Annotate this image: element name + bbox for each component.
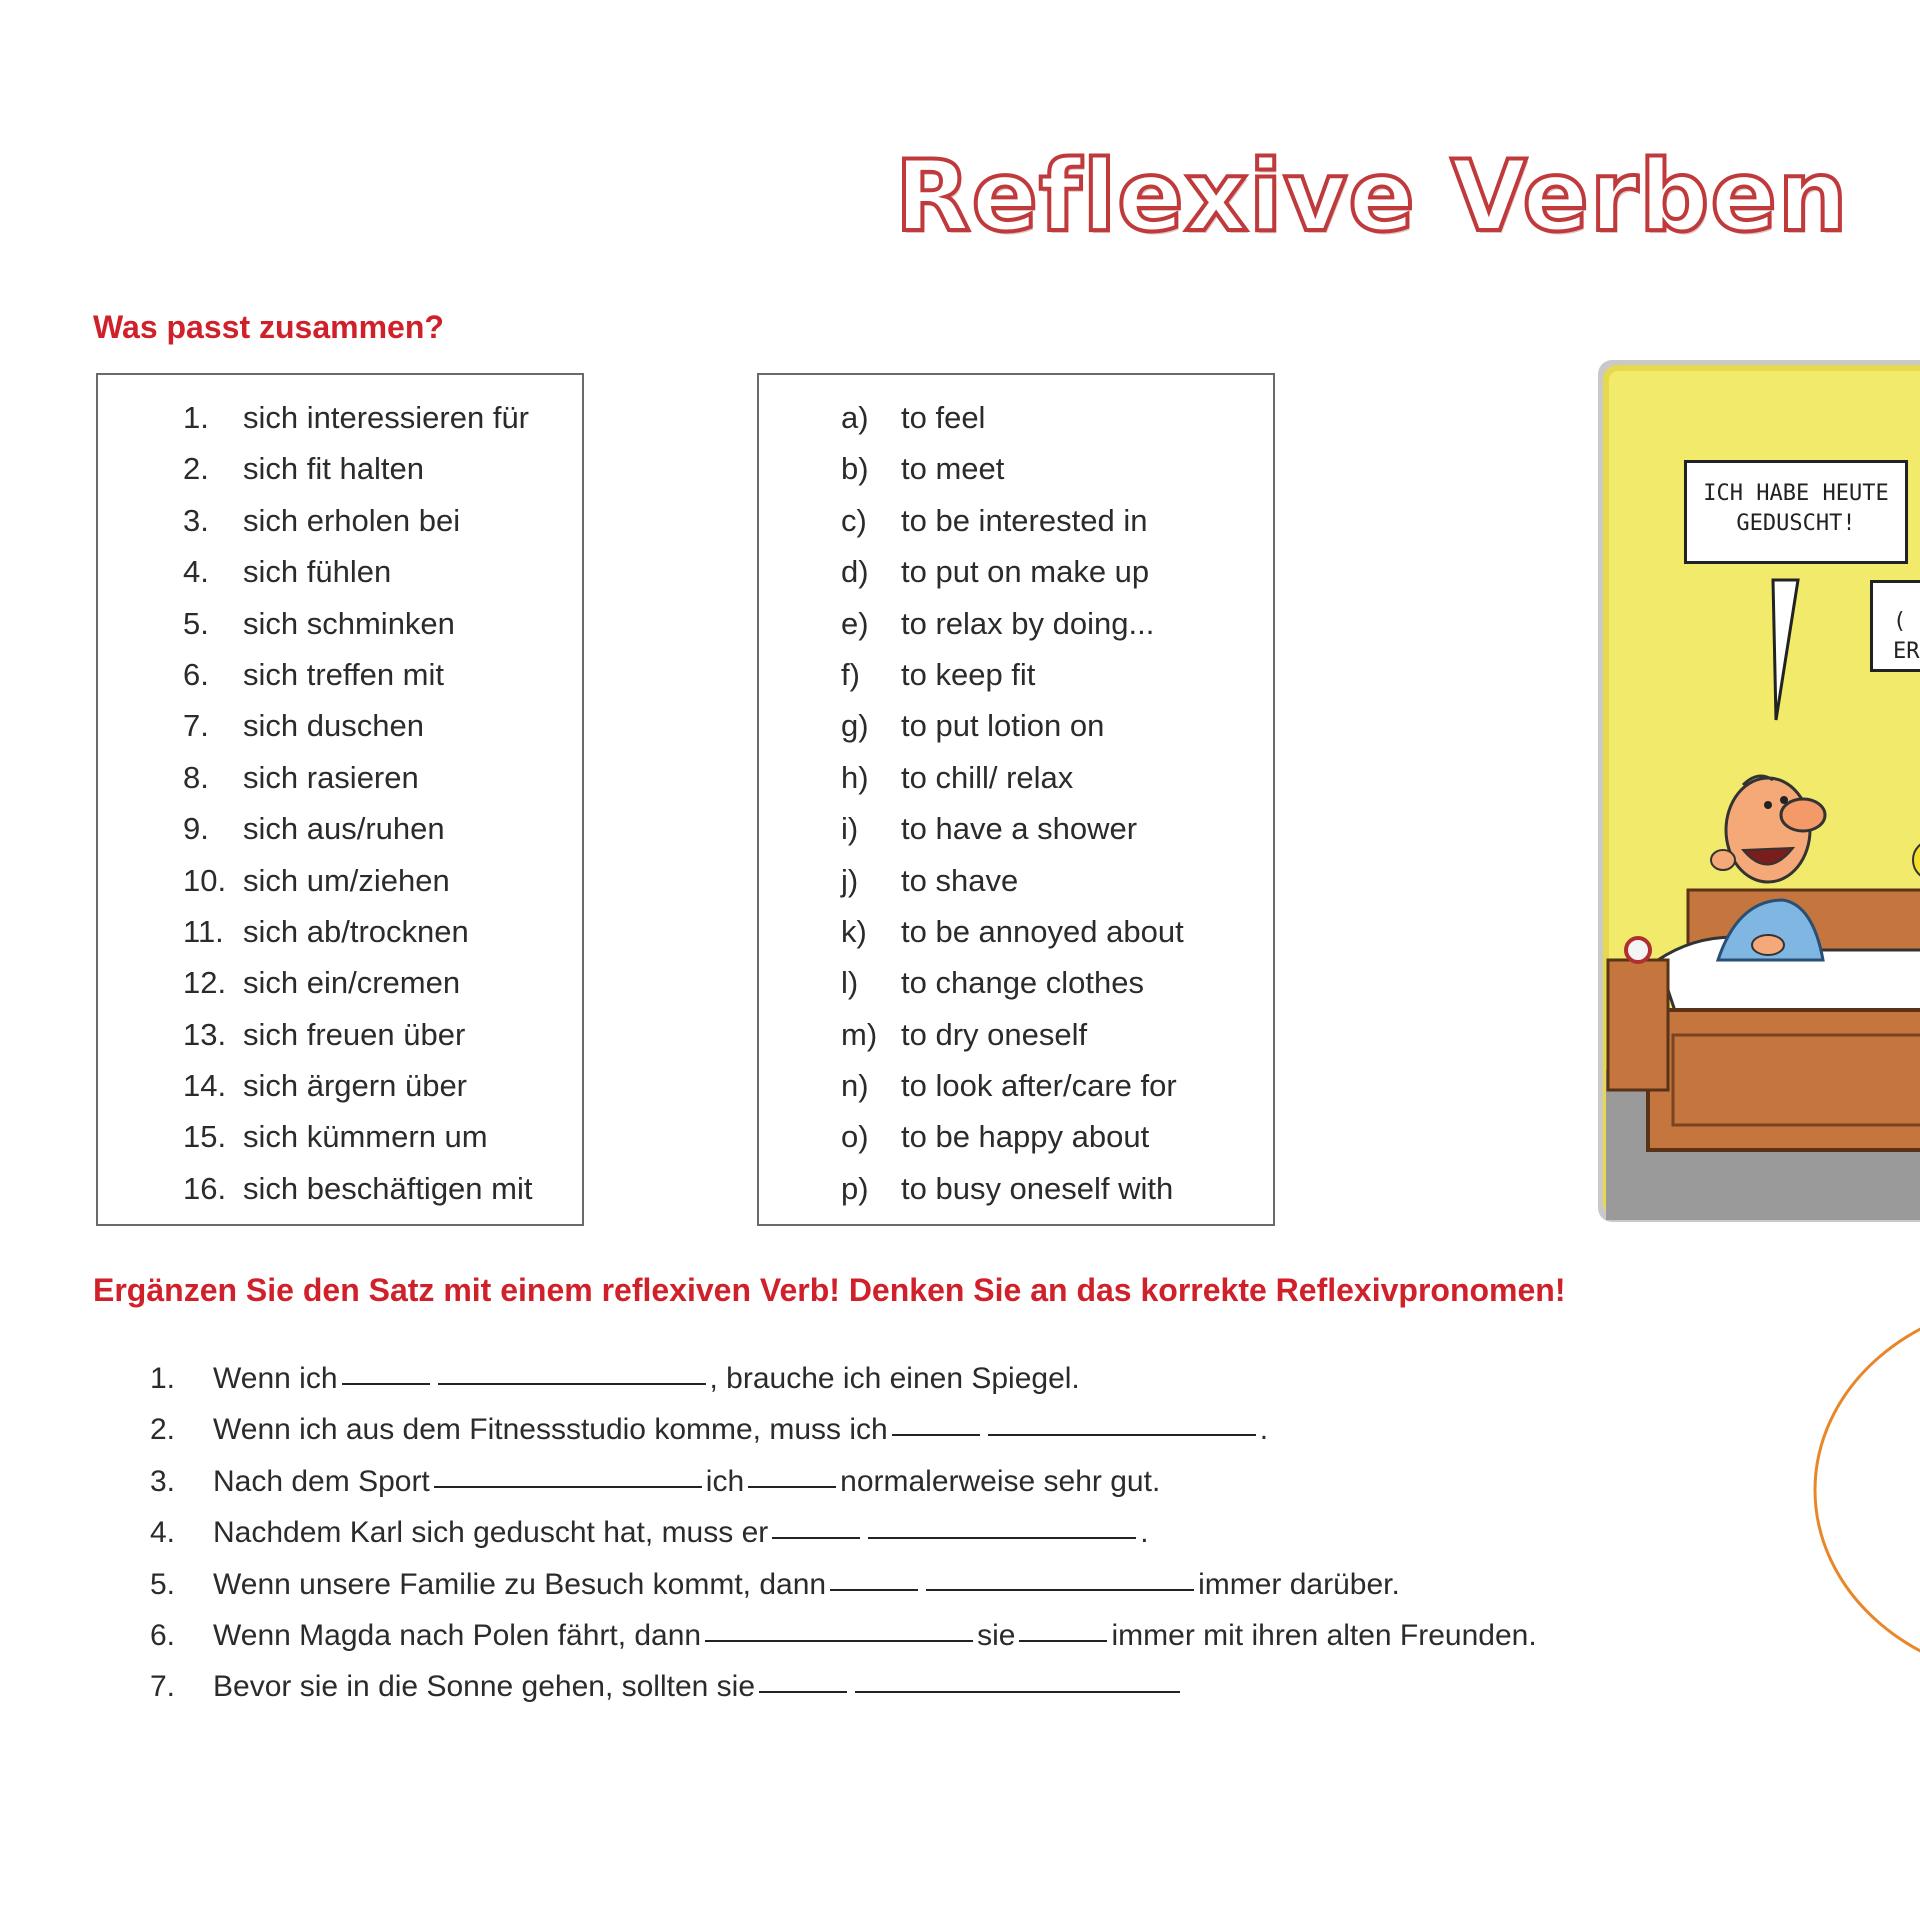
list-item: o) to be happy about bbox=[841, 1119, 1150, 1155]
answer-blank[interactable] bbox=[705, 1610, 973, 1642]
exercise-1-heading: Was passt zusammen? bbox=[93, 309, 444, 345]
list-item: i) to have a shower bbox=[841, 811, 1138, 847]
list-item: 2. Wenn ich aus dem Fitnessstudio komme, muss ich . bbox=[150, 1404, 1537, 1455]
exercise-2-heading: Ergänzen Sie den Satz mit einem reflexiven Verb! Denken Sie an das korrekte Reflexivpronomen! bbox=[93, 1272, 1566, 1308]
list-item: 11. sich ab/trocknen bbox=[183, 913, 469, 949]
answer-blank[interactable] bbox=[438, 1353, 706, 1385]
answer-blank[interactable] bbox=[926, 1559, 1194, 1591]
answer-blank[interactable] bbox=[772, 1507, 860, 1539]
english-meanings-box bbox=[757, 373, 1275, 1226]
list-item: 14. sich ärgern über bbox=[183, 1068, 468, 1104]
answer-blank[interactable] bbox=[342, 1353, 430, 1385]
list-item: 8. sich rasieren bbox=[183, 759, 419, 795]
answer-blank[interactable] bbox=[868, 1507, 1136, 1539]
list-item: l) to change clothes bbox=[841, 965, 1145, 1001]
list-item: 9. sich aus/ruhen bbox=[183, 811, 445, 847]
german-verbs-box bbox=[96, 373, 584, 1226]
list-item: 6. Wenn Magda nach Polen fährt, dann sie immer mit ihren alten Freunden. bbox=[150, 1610, 1537, 1661]
speech-bubble: ICH HABE HEUTE GEDUSCHT! bbox=[1684, 460, 1908, 564]
list-item: 6. sich treffen mit bbox=[183, 656, 445, 692]
answer-blank[interactable] bbox=[434, 1456, 702, 1488]
list-item: k) to be annoyed about bbox=[841, 913, 1184, 949]
answer-blank[interactable] bbox=[759, 1661, 847, 1693]
page-title: Reflexive Verben bbox=[895, 140, 1849, 254]
list-item: 2. sich fit halten bbox=[183, 451, 424, 487]
list-item: m) to dry oneself bbox=[841, 1016, 1088, 1052]
list-item: 12. sich ein/cremen bbox=[183, 965, 461, 1001]
list-item: 13. sich freuen über bbox=[183, 1016, 466, 1052]
sentence-list bbox=[150, 1353, 1537, 1713]
list-item: h) to chill/ relax bbox=[841, 759, 1074, 795]
list-item: g) to put lotion on bbox=[841, 708, 1105, 744]
cartoon-illustration bbox=[1598, 360, 1920, 1222]
answer-blank[interactable] bbox=[748, 1456, 836, 1488]
list-item: f) to keep fit bbox=[841, 656, 1036, 692]
list-item: 7. sich duschen bbox=[183, 708, 424, 744]
answer-blank[interactable] bbox=[892, 1404, 980, 1436]
answer-blank[interactable] bbox=[1019, 1610, 1107, 1642]
list-item: 10. sich um/ziehen bbox=[183, 862, 450, 898]
list-item: b) to meet bbox=[841, 451, 1005, 487]
list-item: 15. sich kümmern um bbox=[183, 1119, 488, 1155]
list-item: 5. sich schminken bbox=[183, 605, 455, 641]
list-item: 4. sich fühlen bbox=[183, 554, 392, 590]
list-item: e) to relax by doing... bbox=[841, 605, 1155, 641]
list-item: a) to feel bbox=[841, 400, 986, 435]
list-item: 3. Nach dem Sport ich normalerweise sehr gut. bbox=[150, 1456, 1537, 1507]
list-item: 7. Bevor sie in die Sonne gehen, sollten sie bbox=[150, 1661, 1537, 1712]
orange-circle-decoration bbox=[1810, 1290, 1920, 1690]
answer-blank[interactable] bbox=[855, 1661, 1180, 1693]
list-item: n) to look after/care for bbox=[841, 1068, 1177, 1104]
list-item: j) to shave bbox=[841, 862, 1019, 898]
speech-bubble-partial: ( ER bbox=[1870, 580, 1920, 672]
list-item: 16. sich beschäftigen mit bbox=[183, 1170, 533, 1206]
list-item: 1. sich interessieren für bbox=[183, 400, 530, 435]
list-item: 3. sich erholen bei bbox=[183, 502, 461, 538]
list-item: 4. Nachdem Karl sich geduscht hat, muss er . bbox=[150, 1507, 1537, 1558]
list-item: 1. Wenn ich , brauche ich einen Spiegel. bbox=[150, 1353, 1537, 1404]
answer-blank[interactable] bbox=[830, 1559, 918, 1591]
answer-blank[interactable] bbox=[988, 1404, 1256, 1436]
list-item: 5. Wenn unsere Familie zu Besuch kommt, dann immer darüber. bbox=[150, 1559, 1537, 1610]
list-item: d) to put on make up bbox=[841, 554, 1150, 590]
list-item: p) to busy oneself with bbox=[841, 1170, 1174, 1206]
list-item: c) to be interested in bbox=[841, 502, 1148, 538]
